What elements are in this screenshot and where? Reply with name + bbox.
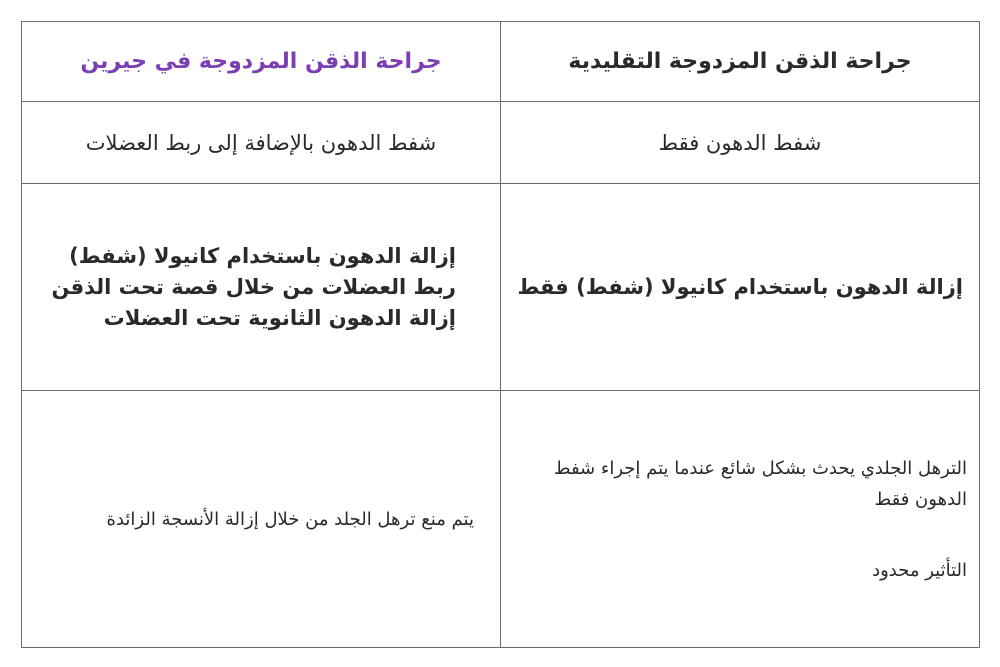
table-row [22,184,980,391]
result-paragraph: التأثير محدود [872,559,967,581]
header-jayrin: جراحة الذقن المزدوجة في جيرين [22,22,501,102]
procedure-step: إزالة الدهون باستخدام كانيولا (شفط) [69,243,456,268]
cell-traditional-method: شفط الدهون فقط [501,102,980,184]
procedure-step: ربط العضلات من خلال قصة تحت الذقن [51,274,456,299]
result-paragraph: الترهل الجلدي يحدث بشكل شائع عندما يتم إجراء شفط الدهون فقط [553,457,967,510]
header-traditional: جراحة الذقن المزدوجة التقليدية [501,22,980,102]
header-row [22,22,980,102]
cell-traditional-procedure: إزالة الدهون باستخدام كانيولا (شفط) فقط [501,184,980,391]
procedure-step: إزالة الدهون الثانوية تحت العضلات [103,305,456,330]
cell-traditional-result [501,391,980,648]
cell-jayrin-procedure [22,184,501,391]
comparison-table [21,21,980,648]
table-row [22,391,980,648]
cell-jayrin-method: شفط الدهون بالإضافة إلى ربط العضلات [22,102,501,184]
cell-jayrin-result: يتم منع ترهل الجلد من خلال إزالة الأنسجة الزائدة [22,391,501,648]
table-row [22,102,980,184]
